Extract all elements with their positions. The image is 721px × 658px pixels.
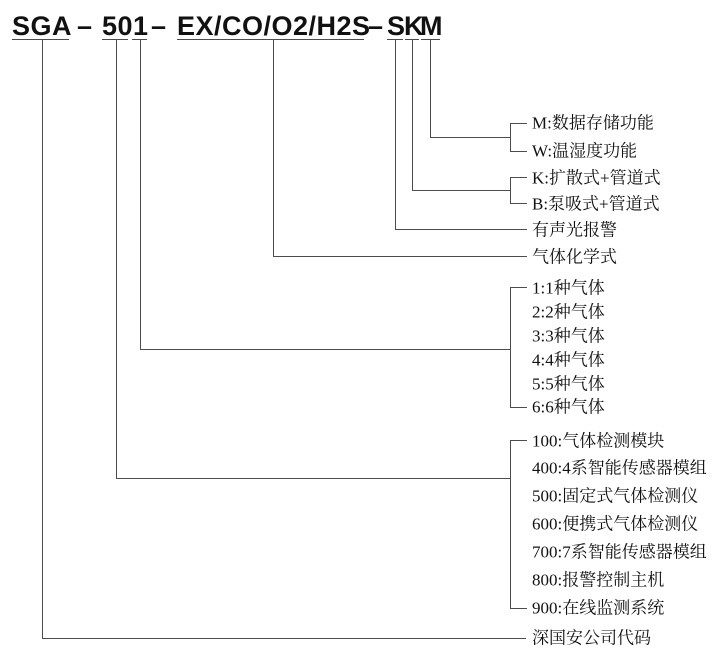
label-series-100: 100:气体检测模块 bbox=[532, 431, 665, 451]
code-option-k: K bbox=[404, 11, 424, 41]
bracket-mw-options bbox=[511, 124, 528, 152]
bracket-series bbox=[511, 441, 528, 609]
label-gas-count-3: 3:3种气体 bbox=[532, 326, 605, 346]
leader-series-digit bbox=[141, 40, 511, 350]
leader-option-k bbox=[413, 40, 511, 191]
label-gas-count-6: 6:6种气体 bbox=[532, 397, 605, 417]
separator-dash-1: – bbox=[77, 11, 93, 41]
label-company-code: 深国安公司代码 bbox=[532, 628, 651, 648]
code-series-digit: 1 bbox=[133, 11, 149, 41]
leader-series-prefix bbox=[117, 40, 511, 479]
separator-dash-3: – bbox=[368, 11, 384, 41]
label-gas-count-4: 4:4种气体 bbox=[532, 350, 605, 370]
code-series-prefix: 50 bbox=[102, 11, 134, 41]
code-option-m: M bbox=[420, 11, 443, 41]
leader-brand bbox=[43, 40, 527, 639]
bracket-gas-counts bbox=[511, 288, 528, 408]
label-gas-count-5: 5:5种气体 bbox=[532, 374, 605, 394]
label-series-800: 800:报警控制主机 bbox=[532, 570, 665, 590]
leader-option-s bbox=[396, 40, 528, 230]
code-option-s: S bbox=[387, 11, 406, 41]
code-brand: SGA bbox=[12, 11, 73, 41]
label-series-600: 600:便携式气体检测仪 bbox=[532, 514, 699, 534]
label-b-option: B:泵吸式+管道式 bbox=[532, 194, 660, 214]
bracket-kb-options bbox=[511, 178, 528, 204]
code-gases: EX/CO/O2/H2S bbox=[177, 11, 371, 41]
leader-option-m bbox=[431, 40, 511, 138]
label-w-option: W:温湿度功能 bbox=[532, 141, 638, 161]
leader-gases bbox=[274, 40, 528, 257]
label-alarm: 有声光报警 bbox=[532, 220, 617, 240]
separator-dash-2: – bbox=[151, 11, 167, 41]
label-series-500: 500:固定式气体检测仪 bbox=[532, 486, 699, 506]
label-gas-count-1: 1:1种气体 bbox=[532, 278, 605, 298]
label-series-400: 400:4系智能传感器模组 bbox=[532, 458, 707, 478]
label-series-900: 900:在线监测系统 bbox=[532, 598, 665, 618]
label-series-700: 700:7系智能传感器模组 bbox=[532, 542, 707, 562]
label-k-option: K:扩散式+管道式 bbox=[532, 168, 661, 188]
label-gas-formula: 气体化学式 bbox=[532, 247, 617, 267]
label-gas-count-2: 2:2种气体 bbox=[532, 302, 605, 322]
label-m-option: M:数据存储功能 bbox=[532, 113, 654, 133]
